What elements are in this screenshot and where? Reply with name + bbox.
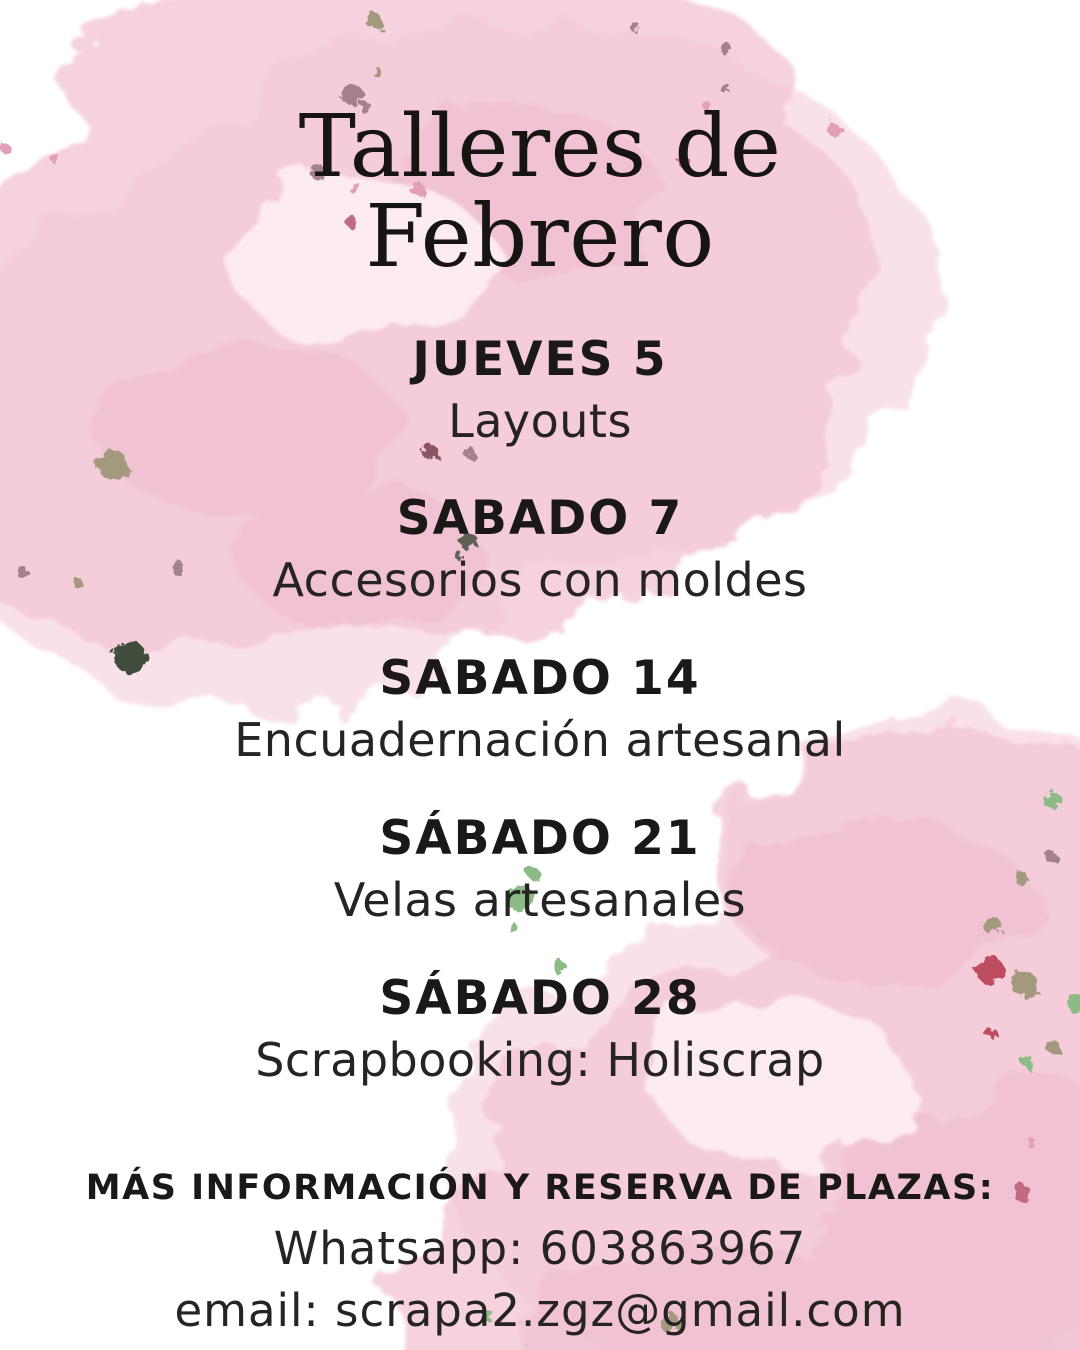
workshop-name: Accesorios con moldes xyxy=(272,553,808,608)
workshop-item-sabado-14 xyxy=(0,651,1080,767)
workshop-name: Encuadernación artesanal xyxy=(234,713,846,768)
contact-heading: MÁS INFORMACIÓN Y RESERVA DE PLAZAS: xyxy=(85,1167,995,1208)
contact-email: email: scrapa2.zgz@gmail.com xyxy=(174,1283,906,1337)
workshop-schedule xyxy=(0,332,1080,1087)
contact-whatsapp: Whatsapp: 603863967 xyxy=(273,1221,807,1275)
workshop-day: SABADO 14 xyxy=(379,651,701,707)
workshop-name: Scrapbooking: Holiscrap xyxy=(255,1033,825,1088)
workshop-day: SABADO 7 xyxy=(396,491,684,547)
contact-info xyxy=(0,1167,1080,1337)
title-line-2: Febrero xyxy=(365,187,715,288)
workshop-item-sabado-7 xyxy=(0,491,1080,607)
workshop-day: SÁBADO 21 xyxy=(379,811,701,867)
workshop-item-sabado-21 xyxy=(0,811,1080,927)
poster-title xyxy=(0,97,1080,288)
workshop-name: Velas artesanales xyxy=(333,873,747,928)
title-line-1: Talleres de xyxy=(298,97,782,197)
workshop-name: Layouts xyxy=(448,393,632,448)
workshop-item-sabado-28 xyxy=(0,971,1080,1087)
workshop-day: JUEVES 5 xyxy=(412,331,668,387)
workshop-day: SÁBADO 28 xyxy=(379,971,701,1027)
workshop-item-jueves-5 xyxy=(0,332,1080,448)
